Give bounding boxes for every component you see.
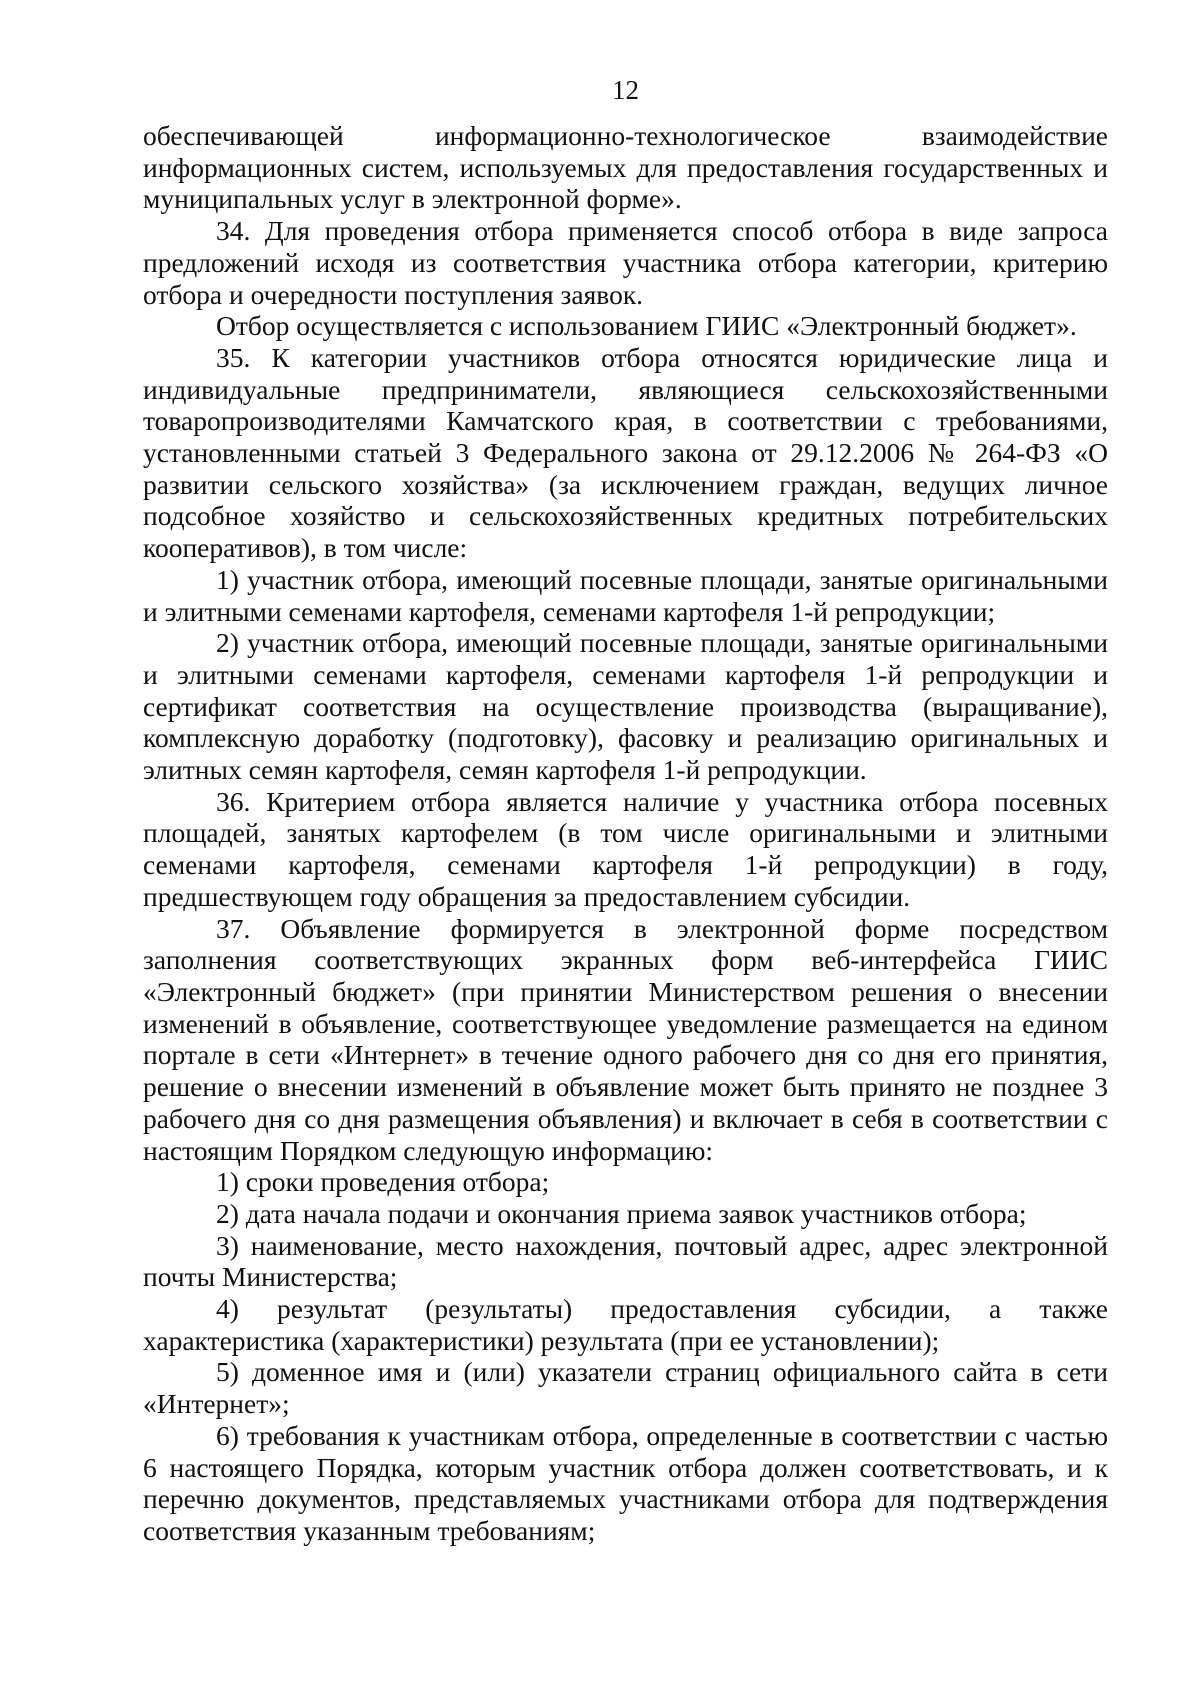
paragraph-35-item-2: 2) участник отбора, имеющий посевные площади, занятые оригинальными и элитными семенами картофеля, семенами картофеля 1-й репродукции и сертификат соответствия на осуществление производства (выращивание), комплексную доработку (подготовку), фасовку и реализацию оригинальных и элитных семян картофеля, семян картофеля 1-й репродукции. xyxy=(143,627,1108,786)
paragraph-37: 37. Объявление формируется в электронной форме посредством заполнения соответствующих экранных форм веб-интерфейса ГИИС «Электронный бюджет» (при принятии Министерством решения о внесении изменений в объявление, соответствующее уведомление размещается на едином портале в сети «Интернет» в течение одного рабочего дня со дня его принятия, решение о внесении изменений в объявление может быть принято не позднее 3 рабочего дня со дня размещения объявления) и включает в себя в соответствии с настоящим Порядком следующую информацию: xyxy=(143,912,1108,1166)
paragraph-34-selection: Отбор осуществляется с использованием ГИИС «Электронный бюджет». xyxy=(216,310,1077,342)
paragraph-continuation: обеспечивающей информационно-технологическое взаимодействие информационных систем, используемых для предоставления государственных и муниципальных услуг в электронной форме». xyxy=(143,120,1108,215)
paragraph-36: 36. Критерием отбора является наличие у участника отбора посевных площадей, занятых картофелем (в том числе оригинальными и элитными семенами картофеля, семенами картофеля 1-й репродукции) в году, предшествующем году обращения за предоставлением субсидии. xyxy=(143,785,1108,912)
document-body xyxy=(143,120,1108,1547)
paragraph-37-item-2: 2) дата начала подачи и окончания приема заявок участников отбора; xyxy=(216,1197,1027,1229)
paragraph-37-item-3: 3) наименование, место нахождения, почтовый адрес, адрес электронной почты Министерства; xyxy=(143,1229,1108,1293)
paragraph-37-item-6: 6) требования к участникам отбора, определенные в соответствии с частью 6 настоящего Порядка, которым участник отбора должен соответствовать, и к перечню документов, представляемых участниками отбора для подтверждения соответствия указанным требованиям; xyxy=(143,1419,1108,1546)
paragraph-35: 35. К категории участников отбора относятся юридические лица и индивидуальные предприниматели, являющиеся сельскохозяйственными товаропроизводителями Камчатского края, в соответствии с требованиями, установленными статьей 3 Федерального закона от 29.12.2006 № 264-ФЗ «О развитии сельского хозяйства» (за исключением граждан, ведущих личное подсобное хозяйство и сельскохозяйственных кредитных потребительских кооперативов), в том числе: xyxy=(143,341,1108,564)
paragraph-37-item-1: 1) сроки проведения отбора; xyxy=(216,1166,550,1198)
paragraph-37-item-4: 4) результат (результаты) предоставления субсидии, а также характеристика (характеристики) результата (при ее установлении); xyxy=(143,1293,1108,1356)
page-number: 12 xyxy=(612,75,639,105)
paragraph-34: 34. Для проведения отбора применяется способ отбора в виде запроса предложений исходя из соответствия участника отбора категории, критерию отбора и очередности поступления заявок. xyxy=(143,215,1108,310)
paragraph-37-item-5: 5) доменное имя и (или) указатели страниц официального сайта в сети «Интернет»; xyxy=(143,1356,1108,1420)
paragraph-35-item-1: 1) участник отбора, имеющий посевные площади, занятые оригинальными и элитными семенами картофеля, семенами картофеля 1-й репродукции; xyxy=(143,563,1108,627)
